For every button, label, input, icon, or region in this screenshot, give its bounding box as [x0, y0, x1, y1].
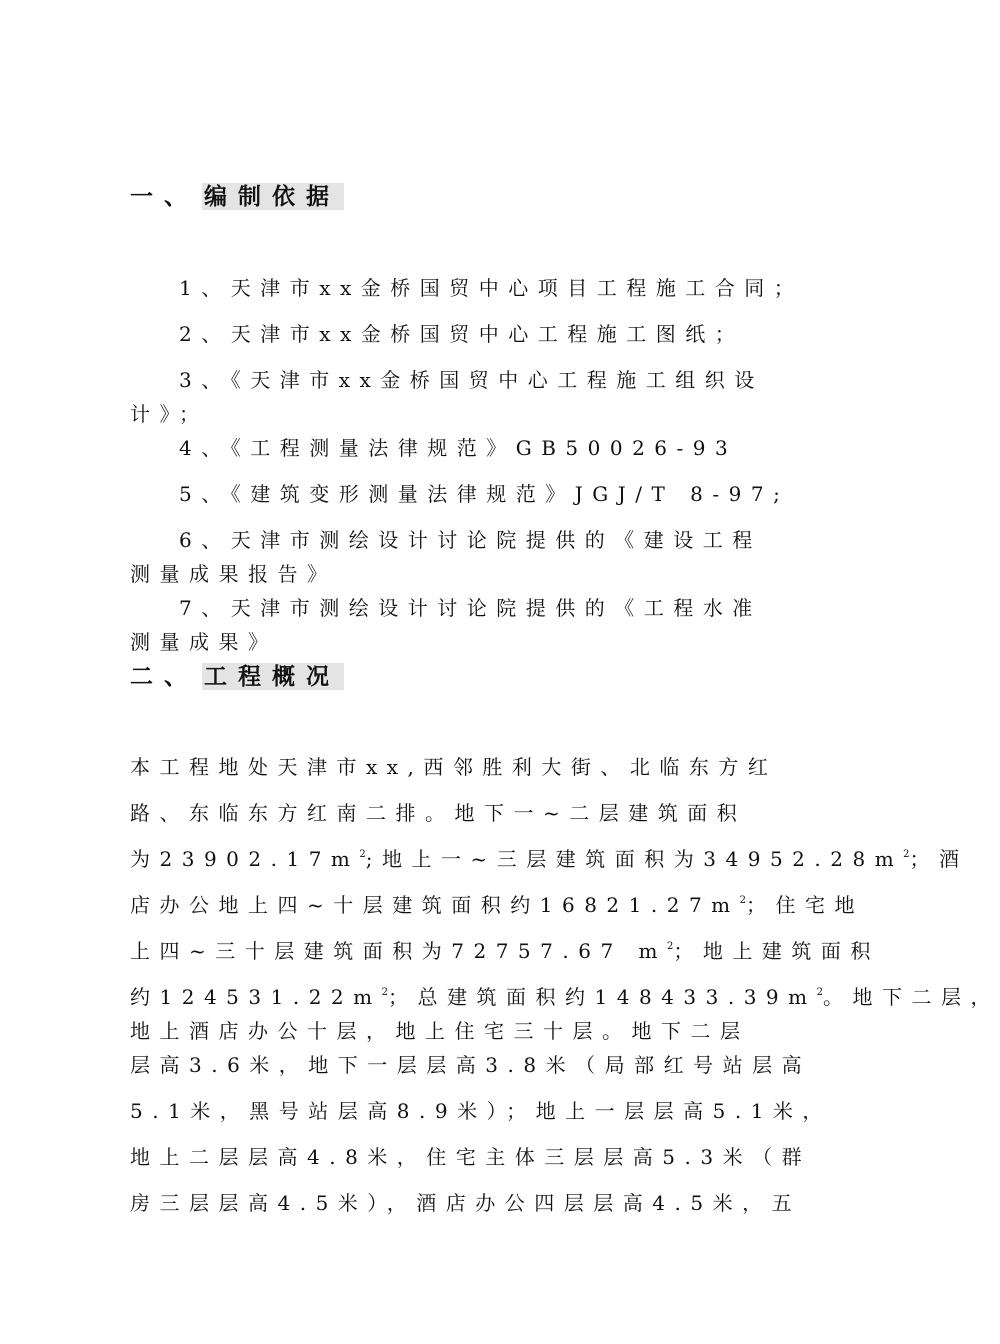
- section-heading-basis: [130, 178, 344, 211]
- section-number: 一、: [130, 183, 198, 210]
- overview-line-6: 约$124531.22m^2$；总建筑面积约$148433.39m^2$。地下二层，: [130, 985, 1000, 1009]
- basis-item-3: 3、《天津市xx金桥国贸中心工程施工组织设: [179, 368, 764, 392]
- section-number: 二、: [130, 663, 198, 690]
- basis-item-6: 6、天津市测绘设计讨论院提供的《建设工程: [179, 528, 762, 552]
- overview-line-1: 本工程地处天津市xx,西邻胜利大街、北临东方红: [130, 755, 778, 779]
- basis-item-6-cont: 测量成果报告》: [130, 562, 337, 586]
- basis-item-2: 2、天津市xx金桥国贸中心工程施工图纸；: [179, 322, 745, 346]
- basis-item-1: 1、天津市xx金桥国贸中心项目工程施工合同；: [179, 276, 804, 300]
- overview-line-3: 为$23902.17m^2$;地上一~三层建筑面积为$34952.28m^2$；酒: [130, 847, 969, 871]
- overview-line-9: 5.1米，黑号站层高8.9米）；地上一层层高5.1米，: [130, 1099, 832, 1123]
- overview-line-8: 层高3.6米，地下一层层高3.8米（局部红号站层高: [130, 1053, 812, 1077]
- section-title: 编制依据: [202, 183, 344, 210]
- section-heading-overview: [130, 658, 344, 691]
- section-title: 工程概况: [202, 663, 344, 690]
- basis-item-3-cont: 计》；: [130, 402, 209, 426]
- basis-item-5: 5、《建筑变形测量法律规范》JGJ/T 8-97;: [179, 482, 790, 506]
- overview-line-5: 上四~三十层建筑面积为72757.67 $m^2$；地上建筑面积: [130, 939, 880, 963]
- overview-line-10: 地上二层层高4.8米，住宅主体三层层高5.3米（群: [130, 1145, 812, 1169]
- basis-item-7-cont: 测量成果》: [130, 630, 278, 654]
- overview-line-7: 地上酒店办公十层，地上住宅三十层。地下二层: [130, 1019, 750, 1043]
- overview-line-4: 店办公地上四~十层建筑面积约$16821.27m^2$；住宅地: [130, 893, 865, 917]
- overview-line-2: 路、东临东方红南二排。地下一~二层建筑面积: [130, 801, 747, 825]
- basis-item-7: 7、天津市测绘设计讨论院提供的《工程水准: [179, 596, 762, 620]
- overview-line-11: 房三层层高4.5米），酒店办公四层层高4.5米，五: [130, 1191, 802, 1215]
- basis-item-4: 4、《工程测量法律规范》GB50026-93: [179, 436, 738, 460]
